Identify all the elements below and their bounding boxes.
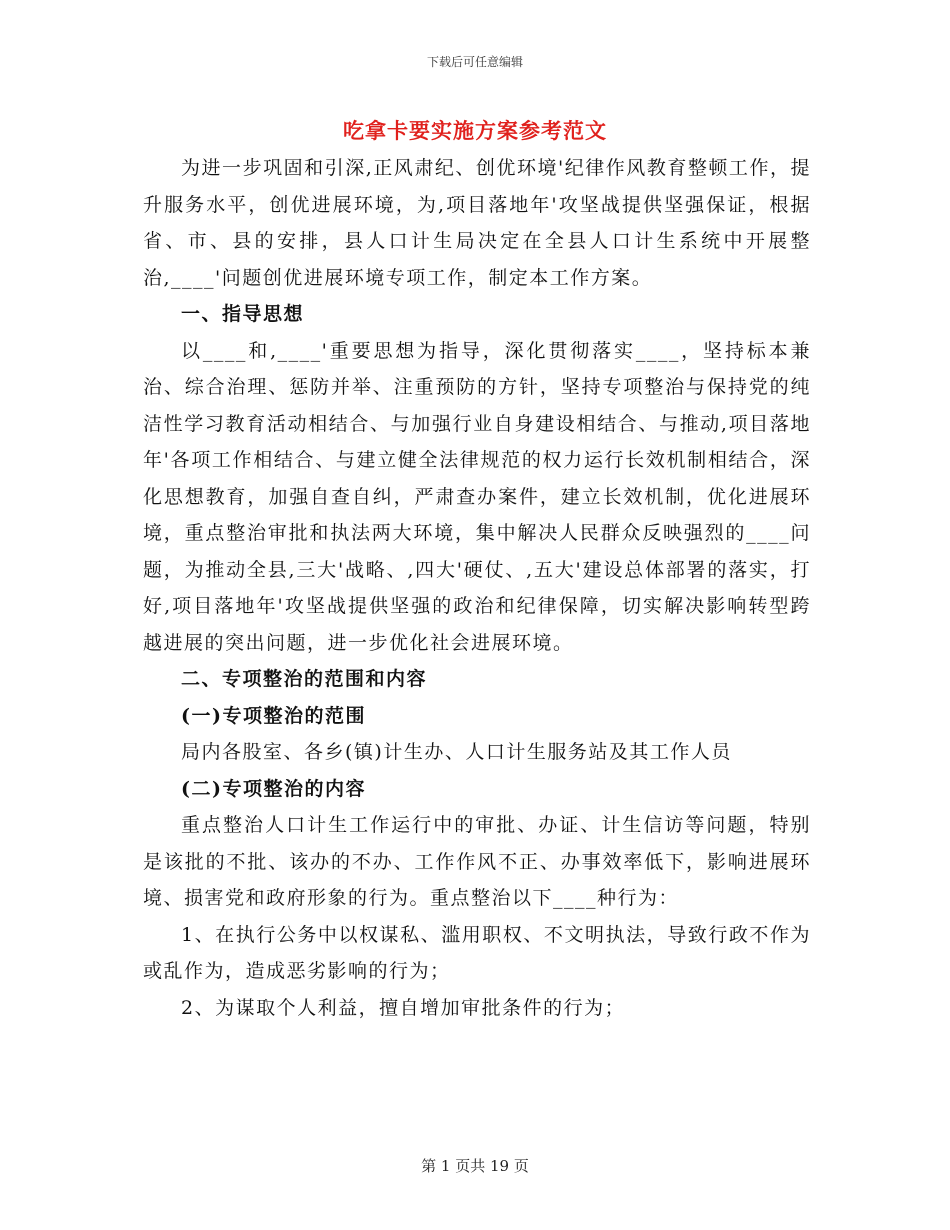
intro-paragraph: 为进一步巩固和引深,正风肃纪、创优环境'纪律作风教育整顿工作，提升服务水平，创优进展环境，为,项目落地年'攻坚战提供坚强保证，根据省、市、县的安排，县人口计生局决定在全县人口计生系统中开展整治,____'问题创优进展环境专项工作，制定本工作方案。 xyxy=(143,157,811,289)
scope-paragraph: 局内各股室、各乡(镇)计生办、人口计生服务站及其工作人员 xyxy=(181,741,732,763)
subsection-heading-content: (二)专项整治的内容 xyxy=(181,777,366,800)
list-item-2: 2、为谋取个人利益，擅自增加审批条件的行为； xyxy=(181,996,626,1019)
content-paragraph: 重点整治人口计生工作运行中的审批、办证、计生信访等问题，特别是该批的不批、该办的不办、工作作风不正、办事效率低下，影响进展环境、损害党和政府形象的行为。重点整治以下____种行为： xyxy=(143,814,811,909)
guiding-ideology-paragraph: 以____和,____'重要思想为指导，深化贯彻落实____，坚持标本兼治、综合治理、惩防并举、注重预防的方针，坚持专项整治与保持党的纯洁性学习教育活动相结合、与加强行业自身建设相结合、与推动,项目落地年'各项工作相结合、与建立健全法律规范的权力运行长效机制相结合，深化思想教育，加强自查自纠，严肃查办案件，建立长效机制，优化进展环境，重点整治审批和执法两大环境，集中解决人民群众反映强烈的____问题，为推动全县,三大'战略、,四大'硬仗、,五大'建设总体部署的落实，打好,项目落地年'攻坚战提供坚强的政治和纪律保障，切实解决影响转型跨越进展的突出问题，进一步优化社会进展环境。 xyxy=(143,339,811,654)
list-item-1: 1、在执行公务中以权谋私、滥用职权、不文明执法，导致行政不作为或乱作为，造成恶劣影响的行为； xyxy=(143,923,811,982)
page-header-note: 下载后可任意编辑 xyxy=(426,55,523,69)
section-heading-guiding-ideology: 一、指导思想 xyxy=(181,303,305,325)
page-footer: 第 1 页共 19 页 xyxy=(421,1157,529,1175)
document-title: 吃拿卡要实施方案参考范文 xyxy=(343,118,607,143)
section-heading-scope-and-content: 二、专项整治的范围和内容 xyxy=(181,668,428,690)
document-body xyxy=(143,150,811,1026)
subsection-heading-scope: (一)专项整治的范围 xyxy=(181,704,366,727)
